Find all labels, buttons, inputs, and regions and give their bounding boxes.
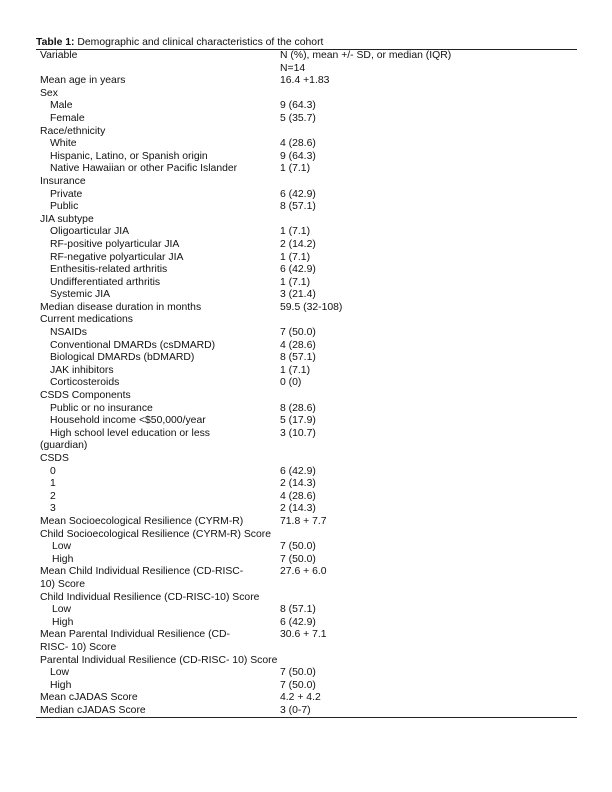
row-label: Conventional DMARDs (csDMARD) xyxy=(50,339,216,351)
row-label-cell xyxy=(36,252,270,265)
row-label-cell xyxy=(36,554,270,567)
row-label-cell xyxy=(36,428,270,453)
row-label-cell xyxy=(36,415,270,428)
table-row xyxy=(36,151,577,164)
table-row xyxy=(36,113,577,126)
row-value: 30.6 + 7.1 xyxy=(280,629,327,641)
row-label: Parental Individual Resilience (CD-RISC- 10) Score xyxy=(40,654,278,666)
row-value: 3 (0-7) xyxy=(280,704,311,716)
row-label-continued: RISC- 10) Score xyxy=(40,641,117,653)
row-label: Oligoarticular JIA xyxy=(50,226,130,238)
table-row xyxy=(36,277,577,290)
row-value: 8 (57.1) xyxy=(280,201,316,213)
row-label-cell xyxy=(36,189,270,202)
table-row xyxy=(36,516,577,529)
table-row xyxy=(36,680,577,693)
row-value xyxy=(270,314,577,327)
table-row xyxy=(36,340,577,353)
row-value: 4 (28.6) xyxy=(280,490,316,502)
table-body xyxy=(36,75,577,717)
row-label: Undifferentiated arthritis xyxy=(50,276,161,288)
row-label: Low xyxy=(52,604,72,616)
table-row xyxy=(36,126,577,139)
row-label-cell xyxy=(36,113,270,126)
row-label-cell xyxy=(36,340,270,353)
row-label-cell xyxy=(36,75,270,88)
row-label: Female xyxy=(50,112,85,124)
table-row xyxy=(36,75,577,88)
row-label: Private xyxy=(50,188,83,200)
row-value: 8 (28.6) xyxy=(280,402,316,414)
table-row xyxy=(36,529,577,542)
row-value: 7 (50.0) xyxy=(280,667,316,679)
row-value: 0 (0) xyxy=(280,377,302,389)
table-row xyxy=(36,415,577,428)
row-label: Household income <$50,000/year xyxy=(50,415,206,427)
table-row xyxy=(36,655,577,668)
row-label-cell xyxy=(36,667,270,680)
row-label-cell xyxy=(36,655,577,668)
row-label: 3 xyxy=(50,503,56,515)
table-row xyxy=(36,264,577,277)
row-value: 6 (42.9) xyxy=(280,465,316,477)
row-value: 3 (21.4) xyxy=(280,289,316,301)
row-label-cell xyxy=(36,541,270,554)
row-label: CSDS xyxy=(40,453,69,464)
row-label: Child Individual Resilience (CD-RISC-10) Score xyxy=(40,591,260,603)
row-value: 59.5 (32-108) xyxy=(280,301,343,313)
row-value: 4.2 + 4.2 xyxy=(280,692,321,704)
row-value xyxy=(270,88,577,101)
row-label: Systemic JIA xyxy=(50,289,111,301)
row-label-cell xyxy=(36,377,270,390)
row-label: Race/ethnicity xyxy=(40,125,106,137)
row-value: 16.4 +1.83 xyxy=(280,75,330,87)
row-value: 2 (14.3) xyxy=(280,478,316,490)
table-row xyxy=(36,705,577,718)
row-label: High xyxy=(50,679,72,691)
table-row xyxy=(36,88,577,101)
row-value: 6 (42.9) xyxy=(280,616,316,628)
table-row xyxy=(36,428,577,453)
row-label: Mean Socioecological Resilience (CYRM-R) xyxy=(40,515,244,527)
row-value: 9 (64.3) xyxy=(280,150,316,162)
row-label-cell xyxy=(36,403,270,416)
row-label: Insurance xyxy=(40,175,86,187)
row-label-cell xyxy=(36,529,577,542)
row-value: 7 (50.0) xyxy=(280,541,316,553)
row-value: 5 (35.7) xyxy=(280,112,316,124)
row-label-cell xyxy=(36,478,270,491)
row-label-cell xyxy=(36,100,270,113)
table-row xyxy=(36,214,577,227)
table-row xyxy=(36,377,577,390)
row-label-cell xyxy=(36,466,270,479)
row-label-cell xyxy=(36,314,270,327)
row-label: Mean cJADAS Score xyxy=(40,692,138,704)
row-label: Mean age in years xyxy=(40,75,126,87)
row-label: High school level education or less xyxy=(50,427,210,439)
row-label-cell xyxy=(36,239,270,252)
row-label: CSDS Components xyxy=(40,390,131,402)
table-row xyxy=(36,314,577,327)
table-row xyxy=(36,302,577,315)
row-value: 4 (28.6) xyxy=(280,138,316,150)
row-value xyxy=(270,176,577,189)
row-label-continued: 10) Score xyxy=(40,578,86,590)
table-row xyxy=(36,667,577,680)
row-value xyxy=(270,126,577,139)
row-label-cell xyxy=(36,390,270,403)
row-value xyxy=(270,390,577,403)
row-label: 2 xyxy=(50,490,56,502)
table-row xyxy=(36,453,577,466)
row-label-cell xyxy=(36,617,270,630)
row-label-cell xyxy=(36,705,270,718)
row-label-cell xyxy=(36,680,270,693)
row-label-cell xyxy=(36,592,577,605)
table-row xyxy=(36,466,577,479)
row-value: 71.8 + 7.7 xyxy=(280,515,327,527)
row-value: 5 (17.9) xyxy=(280,415,316,427)
row-value xyxy=(270,214,577,227)
table-row xyxy=(36,252,577,265)
row-value: 6 (42.9) xyxy=(280,188,316,200)
row-label-cell xyxy=(36,453,270,466)
row-label-cell xyxy=(36,151,270,164)
table-row xyxy=(36,566,577,591)
row-value xyxy=(270,453,577,466)
row-label-cell xyxy=(36,566,270,591)
row-label: Native Hawaiian or other Pacific Islander xyxy=(50,163,238,175)
row-label-cell xyxy=(36,327,270,340)
table-row xyxy=(36,189,577,202)
table-bottom-rule xyxy=(36,717,577,718)
row-label-cell xyxy=(36,692,270,705)
table-row xyxy=(36,629,577,654)
table-header-row xyxy=(36,50,577,75)
table-row xyxy=(36,365,577,378)
row-label: 1 xyxy=(50,478,56,490)
row-value: 8 (57.1) xyxy=(280,352,316,364)
row-value: 6 (42.9) xyxy=(280,264,316,276)
row-value: 1 (7.1) xyxy=(280,226,311,238)
table-row xyxy=(36,226,577,239)
row-value: 1 (7.1) xyxy=(280,251,311,263)
row-label: Mean Parental Individual Resilience (CD- xyxy=(40,629,231,641)
row-label: Low xyxy=(50,667,70,679)
table-row xyxy=(36,491,577,504)
table-row xyxy=(36,692,577,705)
row-value: 2 (14.2) xyxy=(280,238,316,250)
row-label: Median disease duration in months xyxy=(40,301,202,313)
row-label-continued: (guardian) xyxy=(40,440,88,452)
row-label: Public or no insurance xyxy=(50,402,153,414)
row-label: Male xyxy=(50,100,73,112)
row-label-cell xyxy=(36,126,270,139)
row-value: 4 (28.6) xyxy=(280,339,316,351)
row-label-cell xyxy=(36,88,270,101)
row-value: 7 (50.0) xyxy=(280,679,316,691)
row-value: 27.6 + 6.0 xyxy=(280,566,327,578)
row-label: RF-positive polyarticular JIA xyxy=(50,238,180,250)
table-row xyxy=(36,239,577,252)
row-label: Hispanic, Latino, or Spanish origin xyxy=(50,150,208,162)
row-label-cell xyxy=(36,503,270,516)
table-row xyxy=(36,592,577,605)
row-label-cell xyxy=(36,277,270,290)
row-label-cell xyxy=(36,289,270,302)
row-label: White xyxy=(50,138,77,150)
table-row xyxy=(36,289,577,302)
document xyxy=(36,37,577,718)
table-row xyxy=(36,478,577,491)
row-value: 8 (57.1) xyxy=(280,604,316,616)
row-label: Current medications xyxy=(40,314,133,326)
row-label: Median cJADAS Score xyxy=(40,704,146,716)
row-label: 0 xyxy=(50,465,56,477)
table-row xyxy=(36,541,577,554)
row-label-cell xyxy=(36,302,270,315)
row-value: 1 (7.1) xyxy=(280,276,311,288)
row-label-cell xyxy=(36,264,270,277)
row-label: JAK inhibitors xyxy=(50,364,114,376)
row-label-cell xyxy=(36,604,270,617)
row-label-cell xyxy=(36,516,270,529)
row-label: Child Socioecological Resilience (CYRM-R) Score xyxy=(40,528,271,540)
row-label-cell xyxy=(36,163,270,176)
row-value: 2 (14.3) xyxy=(280,503,316,515)
table-row xyxy=(36,617,577,630)
table-row xyxy=(36,352,577,365)
table-caption xyxy=(36,37,577,49)
row-label: Mean Child Individual Resilience (CD-RISC- xyxy=(40,566,244,578)
row-value: 9 (64.3) xyxy=(280,100,316,112)
row-label-cell xyxy=(36,176,270,189)
table-row xyxy=(36,604,577,617)
row-label-cell xyxy=(36,226,270,239)
row-label-cell xyxy=(36,629,270,654)
row-label-cell xyxy=(36,214,270,227)
row-label: High xyxy=(52,553,74,565)
row-label: High xyxy=(52,616,74,628)
header-statistic-line1: N (%), mean +/- SD, or median (IQR) xyxy=(280,50,452,61)
table-row xyxy=(36,163,577,176)
header-variable: Variable xyxy=(40,50,78,61)
table-row xyxy=(36,138,577,151)
row-label-cell xyxy=(36,365,270,378)
row-value: 7 (50.0) xyxy=(280,553,316,565)
row-label: Public xyxy=(50,201,79,213)
row-value: 1 (7.1) xyxy=(280,364,311,376)
header-sample-size: N=14 xyxy=(280,62,306,74)
row-value: 3 (10.7) xyxy=(280,427,316,439)
row-label-cell xyxy=(36,352,270,365)
characteristics-table xyxy=(36,50,577,717)
row-label: RF-negative polyarticular JIA xyxy=(50,251,184,263)
row-label: Low xyxy=(52,541,72,553)
row-value: 1 (7.1) xyxy=(280,163,311,175)
row-label: Biological DMARDs (bDMARD) xyxy=(50,352,195,364)
row-label: NSAIDs xyxy=(50,327,87,339)
row-label-cell xyxy=(36,201,270,214)
table-row xyxy=(36,554,577,567)
table-caption-text: Demographic and clinical characteristics of the cohort xyxy=(74,37,324,48)
row-label: JIA subtype xyxy=(40,213,94,225)
table-row xyxy=(36,100,577,113)
row-value: 7 (50.0) xyxy=(280,327,316,339)
table-row xyxy=(36,503,577,516)
row-label: Sex xyxy=(40,87,58,99)
table-row xyxy=(36,327,577,340)
row-label-cell xyxy=(36,138,270,151)
table-row xyxy=(36,403,577,416)
table-row xyxy=(36,201,577,214)
header-statistic xyxy=(270,50,577,75)
table-row xyxy=(36,176,577,189)
table-caption-label: Table 1: xyxy=(36,37,75,48)
row-label: Enthesitis-related arthritis xyxy=(50,264,168,276)
table-row xyxy=(36,390,577,403)
row-label: Corticosteroids xyxy=(50,377,120,389)
row-label-cell xyxy=(36,491,270,504)
